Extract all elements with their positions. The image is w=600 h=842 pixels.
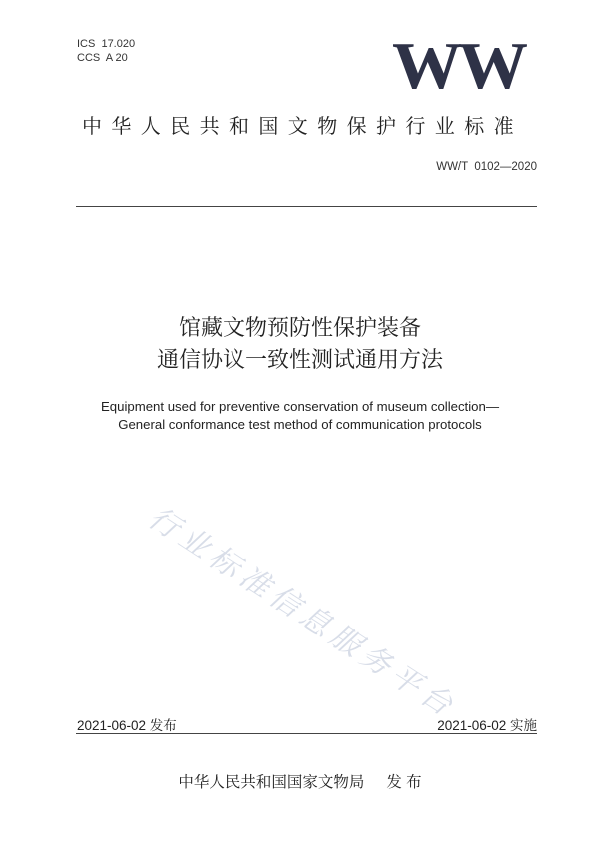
watermark: 行业标准信息服务平台 <box>142 501 463 725</box>
issue-date: 2021-06-02 发布 <box>77 718 177 733</box>
chinese-title-line-1: 馆藏文物预防性保护装备 <box>178 315 421 340</box>
implementation-date: 2021-06-02 实施 <box>437 718 537 733</box>
standard-category: 中华人民共和国文物保护行业标准 <box>82 116 523 138</box>
ics-code: ICS 17.020 <box>77 38 136 50</box>
publisher <box>0 770 600 792</box>
standard-number: WW/T 0102—2020 <box>436 161 537 173</box>
english-title-line-2: General conformance test method of communication protocols <box>118 417 482 432</box>
top-divider <box>76 206 537 207</box>
publisher-name: 中华人民共和国国家文物局 <box>178 774 365 791</box>
bottom-divider <box>76 733 537 734</box>
english-title-line-1: Equipment used for preventive conservation of museum collection— <box>100 399 500 414</box>
chinese-title-line-2: 通信协议一致性测试通用方法 <box>156 347 443 372</box>
publisher-action: 发 布 <box>386 774 422 791</box>
classification-codes <box>77 37 135 65</box>
ccs-code: CCS A 20 <box>77 52 128 64</box>
ww-logo: WW <box>392 30 524 104</box>
